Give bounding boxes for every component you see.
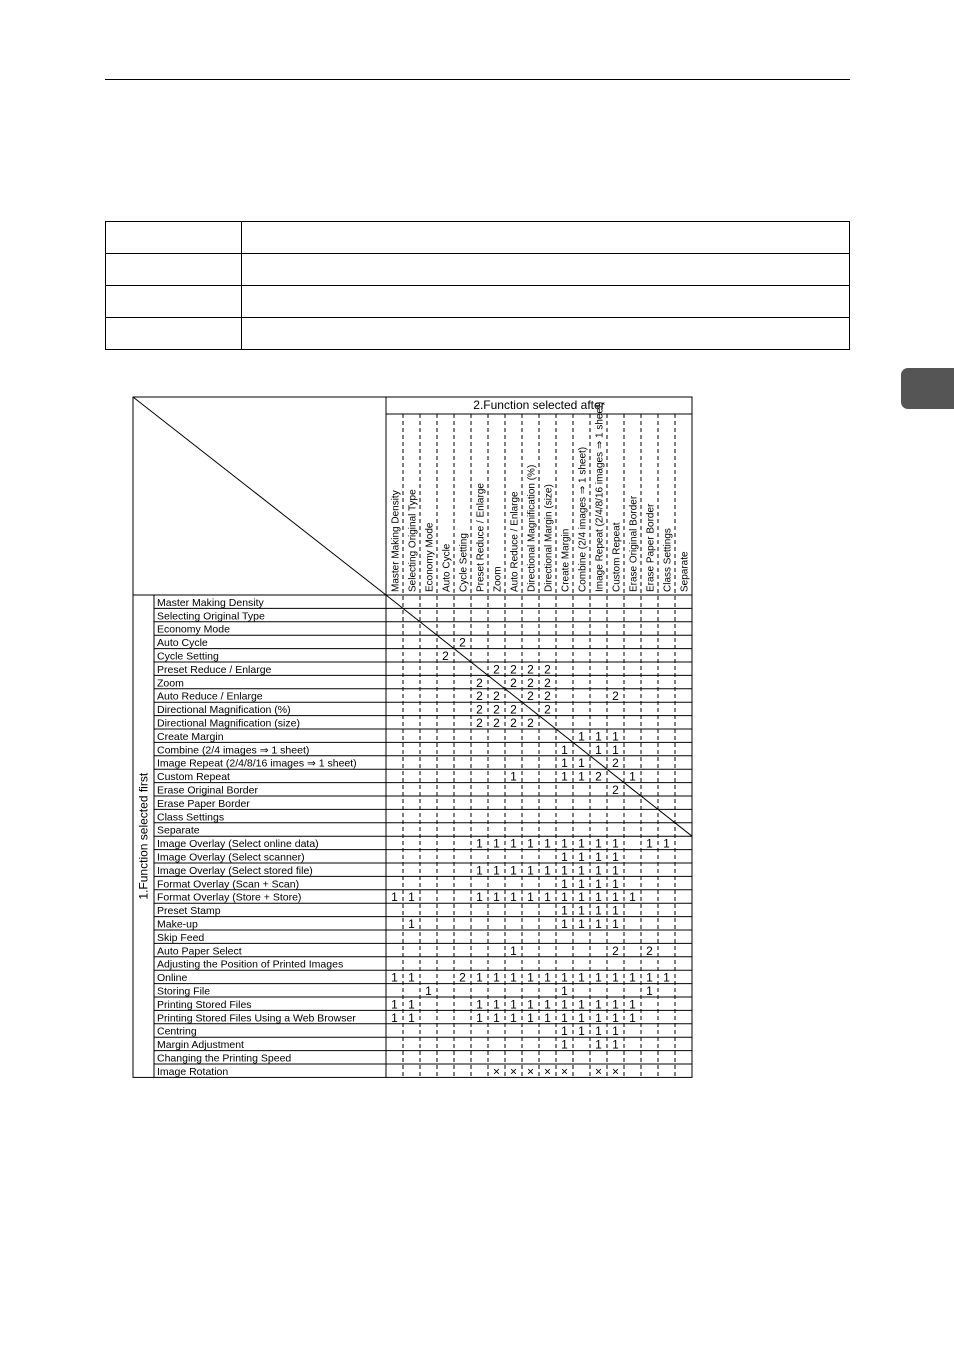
matrix-cell: 2 — [493, 716, 500, 730]
matrix-cell: 1 — [527, 970, 534, 985]
matrix-cell: 1 — [578, 729, 585, 744]
row-label: Printing Stored Files — [157, 998, 252, 1011]
matrix-cell: 1 — [476, 997, 483, 1012]
matrix-cell: 1 — [527, 863, 534, 878]
matrix-cell: 1 — [578, 836, 585, 851]
row-label: Centring — [157, 1025, 197, 1038]
matrix-cell: 1 — [612, 742, 619, 757]
row-label: Image Repeat (2/4/8/16 images ⇒ 1 sheet) — [157, 757, 357, 770]
matrix-cell: 1 — [493, 1010, 500, 1025]
row-label: Auto Paper Select — [157, 945, 242, 958]
matrix-cell: 2 — [493, 689, 500, 704]
matrix-cell: 1 — [476, 970, 483, 985]
row-label: Format Overlay (Scan + Scan) — [157, 878, 300, 891]
matrix-cell: 1 — [578, 863, 585, 878]
row-label: Image Rotation — [157, 1065, 229, 1078]
matrix-cell: 2 — [612, 756, 619, 771]
column-header: Auto Cycle — [441, 543, 453, 592]
matrix-cell: 1 — [595, 836, 602, 851]
matrix-cell: 1 — [510, 836, 517, 851]
row-label: Selecting Original Type — [157, 610, 265, 623]
row-label: Master Making Density — [157, 596, 264, 609]
row-label: Printing Stored Files Using a Web Browser — [157, 1012, 356, 1025]
row-label: Custom Repeat — [157, 771, 230, 784]
matrix-cell: 1 — [561, 769, 568, 784]
matrix-cell: 2 — [476, 689, 483, 704]
matrix-cell: 1 — [612, 890, 619, 905]
matrix-cell: 1 — [544, 1010, 551, 1025]
column-header: Directional Margin (size) — [543, 484, 555, 592]
matrix-cell: 1 — [561, 1010, 568, 1025]
matrix-cell: 2 — [510, 675, 517, 690]
matrix-cell: 1 — [425, 984, 432, 998]
matrix-cell: 1 — [595, 1010, 602, 1025]
matrix-cell: 2 — [646, 943, 653, 958]
matrix-cell: 1 — [476, 890, 483, 905]
matrix-cell: × — [543, 1064, 552, 1079]
matrix-cell: 2 — [476, 675, 483, 690]
row-label: Create Margin — [157, 730, 224, 743]
matrix-cell: 1 — [391, 997, 398, 1012]
matrix-cell: 1 — [663, 970, 670, 985]
matrix-cell: 1 — [561, 890, 568, 905]
matrix-cell: 1 — [612, 1037, 619, 1052]
matrix-cell: 1 — [646, 970, 653, 985]
matrix-cell: 1 — [612, 970, 619, 985]
matrix-cell: 1 — [561, 1024, 568, 1039]
matrix-cell: 1 — [544, 836, 551, 851]
row-label: Economy Mode — [157, 623, 230, 636]
matrix-cell: 2 — [527, 662, 534, 677]
matrix-cell: 2 — [527, 689, 534, 704]
matrix-cell: 2 — [459, 635, 466, 650]
matrix-cell: 1 — [493, 890, 500, 905]
row-label: Combine (2/4 images ⇒ 1 sheet) — [157, 744, 310, 757]
column-header: Master Making Density — [390, 490, 402, 592]
column-header: Class Settings — [662, 528, 674, 592]
matrix-cell: 1 — [595, 890, 602, 905]
matrix-cell: 1 — [629, 970, 636, 985]
matrix-cell: 1 — [595, 729, 602, 744]
matrix-cell: 1 — [578, 769, 585, 784]
matrix-cell: 2 — [612, 689, 619, 704]
matrix-cell: 2 — [612, 783, 619, 797]
matrix-cell: 2 — [544, 662, 551, 677]
matrix-cell: × — [526, 1064, 535, 1079]
column-header: Selecting Original Type — [407, 489, 419, 592]
left-header: 1.Function selected first — [136, 772, 151, 900]
matrix-cell: 1 — [629, 997, 636, 1012]
matrix-cell: 2 — [510, 716, 517, 730]
row-label: Margin Adjustment — [157, 1039, 244, 1052]
matrix-cell: 1 — [595, 903, 602, 918]
matrix-cell: 1 — [391, 970, 398, 985]
matrix-cell: 1 — [561, 970, 568, 985]
matrix-cell: 2 — [510, 662, 517, 677]
matrix-cell: 2 — [595, 769, 602, 784]
matrix-cell: 1 — [493, 997, 500, 1012]
row-label: Image Overlay (Select stored file) — [157, 864, 313, 877]
row-label: Image Overlay (Select online data) — [157, 838, 319, 851]
row-label: Format Overlay (Store + Store) — [157, 891, 302, 904]
matrix-cell: 1 — [612, 836, 619, 851]
column-header: Separate — [679, 551, 691, 592]
matrix-cell: 1 — [595, 850, 602, 864]
row-label: Adjusting the Position of Printed Images — [157, 958, 344, 971]
matrix-cell: 1 — [510, 863, 517, 878]
matrix-cell: 1 — [476, 1010, 483, 1025]
matrix-cell: × — [509, 1064, 518, 1079]
matrix-cell: 1 — [476, 836, 483, 851]
row-label: Erase Paper Border — [157, 797, 250, 810]
matrix-cell: 1 — [629, 769, 636, 784]
matrix-cell: 1 — [561, 850, 568, 864]
matrix-cell: 2 — [612, 943, 619, 958]
matrix-cell: 1 — [561, 836, 568, 851]
matrix-cell: 1 — [561, 984, 568, 998]
matrix-cell: 1 — [612, 1024, 619, 1039]
row-label: Changing the Printing Speed — [157, 1052, 292, 1065]
matrix-cell: 1 — [408, 890, 415, 905]
row-label: Preset Stamp — [157, 905, 221, 918]
matrix-cell: 2 — [493, 662, 500, 677]
matrix-cell: 2 — [544, 702, 551, 717]
matrix-cell: 1 — [612, 850, 619, 864]
row-label: Auto Reduce / Enlarge — [157, 690, 263, 703]
matrix-cell: 1 — [408, 970, 415, 985]
column-header: Auto Reduce / Enlarge — [509, 491, 521, 592]
matrix-cell: 1 — [578, 917, 585, 931]
top-header: 2.Function selected after — [473, 398, 605, 412]
matrix-cell: 2 — [510, 702, 517, 717]
matrix-cell: 1 — [561, 997, 568, 1012]
column-header: Cycle Setting — [458, 533, 470, 592]
matrix-cell: 2 — [527, 716, 534, 730]
matrix-cell: 1 — [544, 890, 551, 905]
column-header: Image Repeat (2/4/8/16 images ⇒ 1 sheet) — [594, 401, 606, 592]
row-label: Preset Reduce / Enlarge — [157, 663, 272, 676]
row-label: Image Overlay (Select scanner) — [157, 851, 305, 864]
column-header: Zoom — [492, 566, 504, 592]
matrix-cell: 1 — [493, 970, 500, 985]
matrix-cell: 1 — [629, 890, 636, 905]
matrix-cell: 1 — [578, 1024, 585, 1039]
matrix-cell: 1 — [578, 850, 585, 864]
row-label: Online — [157, 972, 188, 985]
matrix-cell: 1 — [544, 863, 551, 878]
matrix-cell: 1 — [476, 863, 483, 878]
matrix-cell: 1 — [612, 729, 619, 744]
matrix-cell: 1 — [612, 1010, 619, 1025]
matrix-cell: × — [611, 1064, 620, 1079]
matrix-cell: 1 — [544, 997, 551, 1012]
matrix-cell: × — [560, 1064, 569, 1079]
matrix-cell: 1 — [561, 917, 568, 931]
matrix-cell: 2 — [544, 675, 551, 690]
matrix-cell: 1 — [578, 756, 585, 771]
matrix-cell: 1 — [493, 863, 500, 878]
matrix-cell: 1 — [595, 970, 602, 985]
matrix-cell: 1 — [510, 997, 517, 1012]
matrix-cell: 1 — [612, 997, 619, 1012]
matrix-cell: × — [594, 1064, 603, 1079]
matrix-cell: 1 — [561, 903, 568, 918]
matrix-cell: 1 — [595, 1024, 602, 1039]
row-label: Directional Magnification (size) — [157, 717, 300, 730]
row-label: Erase Original Border — [157, 784, 258, 797]
matrix-cell: 1 — [561, 742, 568, 757]
column-header: Erase Original Border — [628, 495, 640, 592]
matrix-cell: 1 — [510, 943, 517, 958]
matrix-cell: 1 — [578, 997, 585, 1012]
corner-diagonal — [133, 397, 386, 595]
matrix-cell: 1 — [510, 970, 517, 985]
matrix-cell: 1 — [646, 836, 653, 851]
column-header: Erase Paper Border — [645, 503, 657, 592]
matrix-cell: 1 — [527, 836, 534, 851]
matrix-cell: 1 — [408, 1010, 415, 1025]
matrix-cell: 1 — [578, 903, 585, 918]
matrix-cell: 1 — [391, 890, 398, 905]
matrix-cell: 1 — [578, 970, 585, 985]
matrix-cell: 1 — [595, 742, 602, 757]
matrix-cell: 1 — [612, 903, 619, 918]
matrix-cell: 1 — [561, 863, 568, 878]
matrix-cell: 2 — [442, 649, 449, 663]
matrix-cell: 1 — [663, 836, 670, 851]
matrix-cell: 1 — [595, 917, 602, 931]
matrix-cell: 1 — [595, 876, 602, 891]
row-label: Storing File — [157, 985, 211, 998]
matrix-cell: 2 — [493, 702, 500, 717]
matrix-cell: 2 — [476, 716, 483, 730]
matrix-cell: 1 — [578, 1010, 585, 1025]
matrix-cell: 1 — [561, 756, 568, 771]
matrix-cell: 1 — [510, 769, 517, 784]
column-header: Combine (2/4 images ⇒ 1 sheet) — [577, 446, 589, 592]
matrix-cell: 2 — [527, 675, 534, 690]
column-header: Directional Magnification (%) — [526, 464, 538, 592]
matrix-cell: 1 — [510, 890, 517, 905]
matrix-cell: 1 — [391, 1010, 398, 1025]
matrix-cell: 1 — [612, 876, 619, 891]
row-label: Skip Feed — [157, 931, 205, 944]
row-label: Make-up — [157, 918, 198, 931]
row-label: Class Settings — [157, 811, 225, 824]
column-header: Economy Mode — [424, 522, 436, 592]
matrix-cell: 1 — [493, 836, 500, 851]
column-header: Custom Repeat — [611, 522, 623, 592]
matrix-cell: 1 — [510, 1010, 517, 1025]
matrix-cell: 1 — [527, 890, 534, 905]
matrix-cell: × — [492, 1064, 501, 1079]
matrix-cell: 1 — [527, 1010, 534, 1025]
matrix-cell: 1 — [629, 1010, 636, 1025]
matrix-cell: 2 — [459, 970, 466, 985]
matrix-cell: 1 — [595, 863, 602, 878]
matrix-cell: 1 — [595, 997, 602, 1012]
matrix-cell: 1 — [408, 917, 415, 931]
matrix-cell: 1 — [527, 997, 534, 1012]
column-header: Preset Reduce / Enlarge — [475, 483, 487, 592]
matrix-cell: 1 — [646, 984, 653, 998]
row-label: Zoom — [157, 677, 184, 690]
matrix-cell: 1 — [612, 863, 619, 878]
row-label: Separate — [157, 824, 200, 837]
matrix-cell: 1 — [595, 1037, 602, 1052]
matrix-cell: 1 — [561, 876, 568, 891]
matrix-cell: 1 — [578, 876, 585, 891]
column-header: Create Margin — [560, 528, 572, 592]
matrix-cell: 1 — [612, 917, 619, 931]
matrix-cell: 2 — [476, 702, 483, 717]
matrix-cell: 1 — [408, 997, 415, 1012]
row-label: Cycle Setting — [157, 650, 219, 663]
matrix-cell: 2 — [544, 689, 551, 704]
row-label: Directional Magnification (%) — [157, 704, 291, 717]
row-label: Auto Cycle — [157, 637, 208, 650]
matrix-cell: 1 — [578, 890, 585, 905]
matrix-cell: 1 — [561, 1037, 568, 1052]
matrix-cell: 1 — [544, 970, 551, 985]
